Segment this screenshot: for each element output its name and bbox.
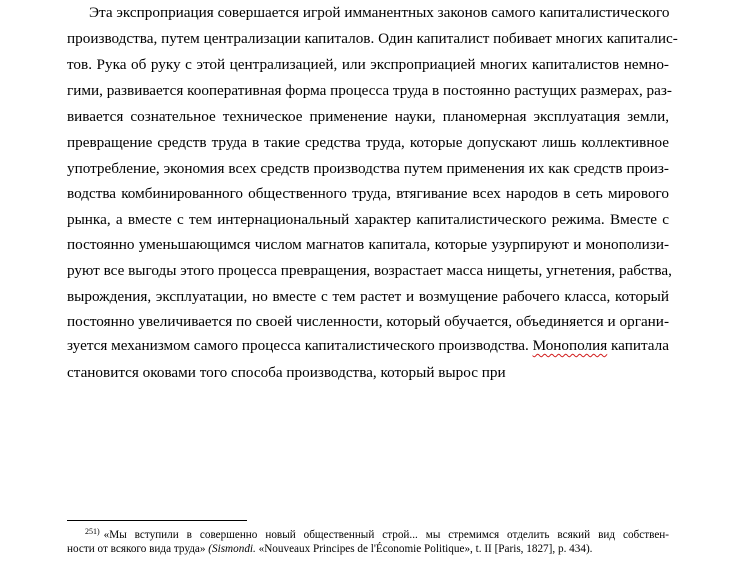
body-line-11: руют все выгоды этого процесса превращения, возрастает масса нищеты, угнетения, рабства, <box>67 262 672 279</box>
body-line-2: производства, путем централизации капиталов. Один капиталист побивает многих капиталис- <box>67 30 678 47</box>
body-line-13: постоянно увеличивается по своей численности, который обучается, объединяется и органи- <box>67 313 669 330</box>
spellcheck-flagged-word[interactable]: Монополия <box>532 337 608 354</box>
body-line-10: постоянно уменьшающимся числом магнатов капитала, которые узурпируют и монополизи- <box>67 236 669 253</box>
line-14-before: зуется механизмом самого процесса капиталистического производства. <box>67 337 533 354</box>
footnote-number: 251) <box>85 527 100 536</box>
body-line-9: рынка, а вместе с тем интернациональный характер капиталистического режима. Вместе с <box>67 211 669 228</box>
footnote-author: (Sismondi. <box>208 543 256 555</box>
footnote-line-1-text: «Мы вступили в совершенно новый общественный строй... мы стремимся отделить всякий вид собствен- <box>103 529 669 541</box>
footnote-separator <box>67 520 247 521</box>
footnote-line-1 <box>85 525 669 542</box>
body-line-6: превращение средств труда в такие средства труда, которые допускают лишь коллективное <box>67 134 669 151</box>
line-14-after: капитала <box>607 337 669 354</box>
footnote-line-2 <box>67 542 669 556</box>
body-line-4: гими, развивается кооперативная форма процесса труда в постоянно растущих размерах, раз- <box>67 82 672 99</box>
footnote-quote-end: ности от всякого вида труда» <box>67 543 209 555</box>
body-line-14 <box>67 337 669 355</box>
body-line-7: употребление, экономия всех средств производства путем применения их как средств произ- <box>67 160 669 177</box>
body-line-3: тов. Рука об руку с этой централизацией, или экспроприацией многих капиталистов немно- <box>67 56 669 73</box>
body-line-1: Эта экспроприация совершается игрой имманентных законов самого капиталистического <box>89 4 670 21</box>
body-line-12: вырождения, эксплуатации, но вместе с тем растет и возмущение рабочего класса, который <box>67 288 669 305</box>
body-line-5: вивается сознательное техническое применение науки, планомерная эксплуатация земли, <box>67 108 669 125</box>
body-line-15: становится оковами того способа производства, который вырос при <box>67 364 506 381</box>
body-line-8: водства комбинированного общественного труда, втягивание всех народов в сеть мирового <box>67 185 669 202</box>
footnote-citation: «Nouveaux Principes de l'Économie Politique», t. II [Paris, 1827], p. 434). <box>255 543 593 555</box>
